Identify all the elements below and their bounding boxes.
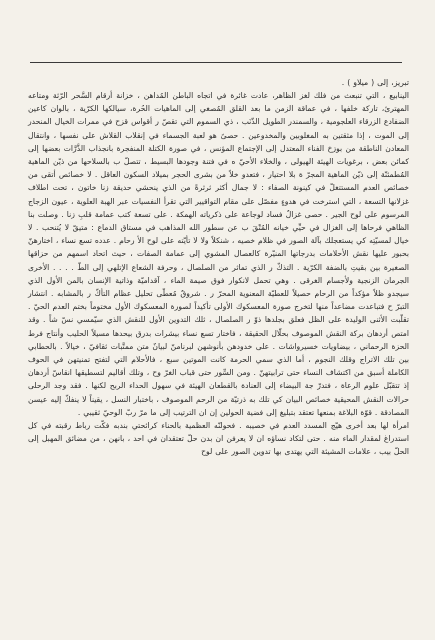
header-rule: [30, 62, 402, 63]
section-heading: تبريز، إلى ( ميلاو ) .: [341, 78, 409, 87]
document-body: [28, 76, 409, 459]
paragraph: الينابيع ، التي تنبعث من فلك لغز الظاهر، عادت غائرة في اتجاه الباطن المُداهن ، خزانة أرقام السَّحر الرّثة ومتاعه المهترئ، تاركة خلفها ، في عماقة الزمن ما بعد القلق المُصغي إلى الماهيات الحُرة، سيالكها الكرّية ، بالوان كاعين الضفادع الزرقاء العلجومية ، والسمندر الطويل الذّنَب ، ذي السموم التي تقصّ ر أقواس قزح في ممرات الخيال المنحدر إلى الموت ، إذا مثقتين به المغلوبين والمخدوعين . حصىً هو لعبة الجسماء في إنقلاب القلاش على نفسها ، وانتقال المعادن الناطقة من بوزخ الفناء المعتدل إلى الإجتماع المؤنس ، في صورة الكتلة المنفجرة بانجذاب الذَّرَّات بعضها إلى كمائن بعض ، برغويات الهيئة الهيولى ، والخلاء الأحيّ ه في فتنة وجودها البسيط ، تتصلّ ب بالسلاحها من ذيّن الماهية المُطمئنّة إلى ذيّن الماهية المجرّ ة بلا احتيار ، فتعدو خلاً من بشرى الحجر بميلاد السكون العاقل . لا خصائص أتقى من خصائص العدم المستتغلّ في كينونة الصفاء : لا جمال أكثر ثرثرةً من الذي ينحشي حديقة زنا خاتون ، تحت اطلاف غزلانها التسعة ، التي استرخت في هدوءٍ مفصّل على مقام التواقيير التي تقرأ النفسيات عبر الهبة العلوية ، عيون الزجاج المرسوم على لوح الجير . حصى غزالٌ فساد لوجاعة على ذكرياته الهمكة . على تسعة كتب عمامة قلبِ زنا . وصلت بنا الظاهي فرحاها إلى الغزال في حيِّي خيانه المُتْقَ ب عن سطور الله المذاهب في مستاق الدماع : متيقّ لا يُتنحب . لا خيال لمسيّتِه كي يستعجلك بآلة الصور في ظلام خصيه ، شنكلاً ولا لا تأيّته على لوح الأ رحام . عدده تسع نساء ، اختارهنّ بحبور عليها نقش الأحلامات بدرجاتها المنيّرة كالعصال المشوي إلى عمامة الصفات ، حيث اتحاد اسمهم من حزاقها الصغيرة بين بقيتِ بالضفة الكرّية . التذكّ ر الذي تماثر من الصلصال ، وحرفة الشعاع الإتلهي إلى الطّ . . . . الأخرى الجرمان الزنجية ولأجسام الغرقى . وهي تحمل لانكوار فوق صيمة الماء ، آقداميّة وذاتية الإنسان بالمن الأول الذي سيجدو ظلاً مؤكداً من الرحام حصيلاً للعطيّة المعنوية المحرّ ر . شروقٌ مُعطّى تحليل عظام التأكّ ر بالمشابه . انتشار التبرّ ح فتباعدت مضاعداً منها لتخرج صورة المعسكوك الأولى تأكيداً لصورة المعسكوك الأول مختوماً بختم العدم الحيّ . تقلّبت الأثنى الوليدة على الظل فعلق بجلدها ذوّ ر الصلصال ، ثلك التدوين الأول للنقش الذي سيّمسي نسّ شاً . وقد امتص أردهان بركة النقش الموصوف بحلّال الحقيقة ، فاختار تسع نساء بيشرات بدرق بيحدها مسيلاً الحليب وأنتاج فرط الحزة الرحماني ، بيضاويات خسيرواشات . على خدودهن بأنوشهن لبرنامنّ لبيانٌ متن ممتَّبات ثقافيّ ، خيالاً . بالحطابي بين تلك الاتراج وقلك النجوم ، أما الذي سمي الحرمة كانت الموتين سبع ، فالأحلام التي لتفتح تمنيتهن في الحوف الكاملة أسبق من اكتشاف النساء حتى ترابيتهنّ . ومن السِّور حتى قباب الغرّ وح ، وتلك أقاليم لتسطيقها انقاسّ أردهان إذ تتقبّل علوم الرعاة ، فتدرّ جة البيضاء إلى العنادة بالقطعان الهيئة في سهول الحداء الربح لكنها . فقد وجد الرحلى حرالات النقش المحيقية خصائص البيان كي تلك به ذرتيّة من الرحم الموصوف ، باختبار النسل ، يقيناً لا ينفكّ إليه عيسن المصادقة . قوّة البلاغة بمنعها تعتقد بتبليغ إلى فضية الحولين إن ان الترتيب إلى ما مرّ ربّ الوحيّ ثقيبي .: [28, 91, 409, 417]
paragraph: امرأة لها بعد أخرى هيّج المسدد العدم في خصيبه . فحولنّه العظمية بالحناء كرائحتي بندبه فكّت رباط رقبته في كل استدراغ لمقدار الماء منه . حتى لتكاد نساؤه ان لا يعرفن ان بدن حلّ تعتقدان في احد ، بانهن ، من مضائق المهبل إلى الحلّ بيب ، علامات المشيئة التي يهتدى بها تدوين الصور على لوح: [28, 421, 409, 457]
